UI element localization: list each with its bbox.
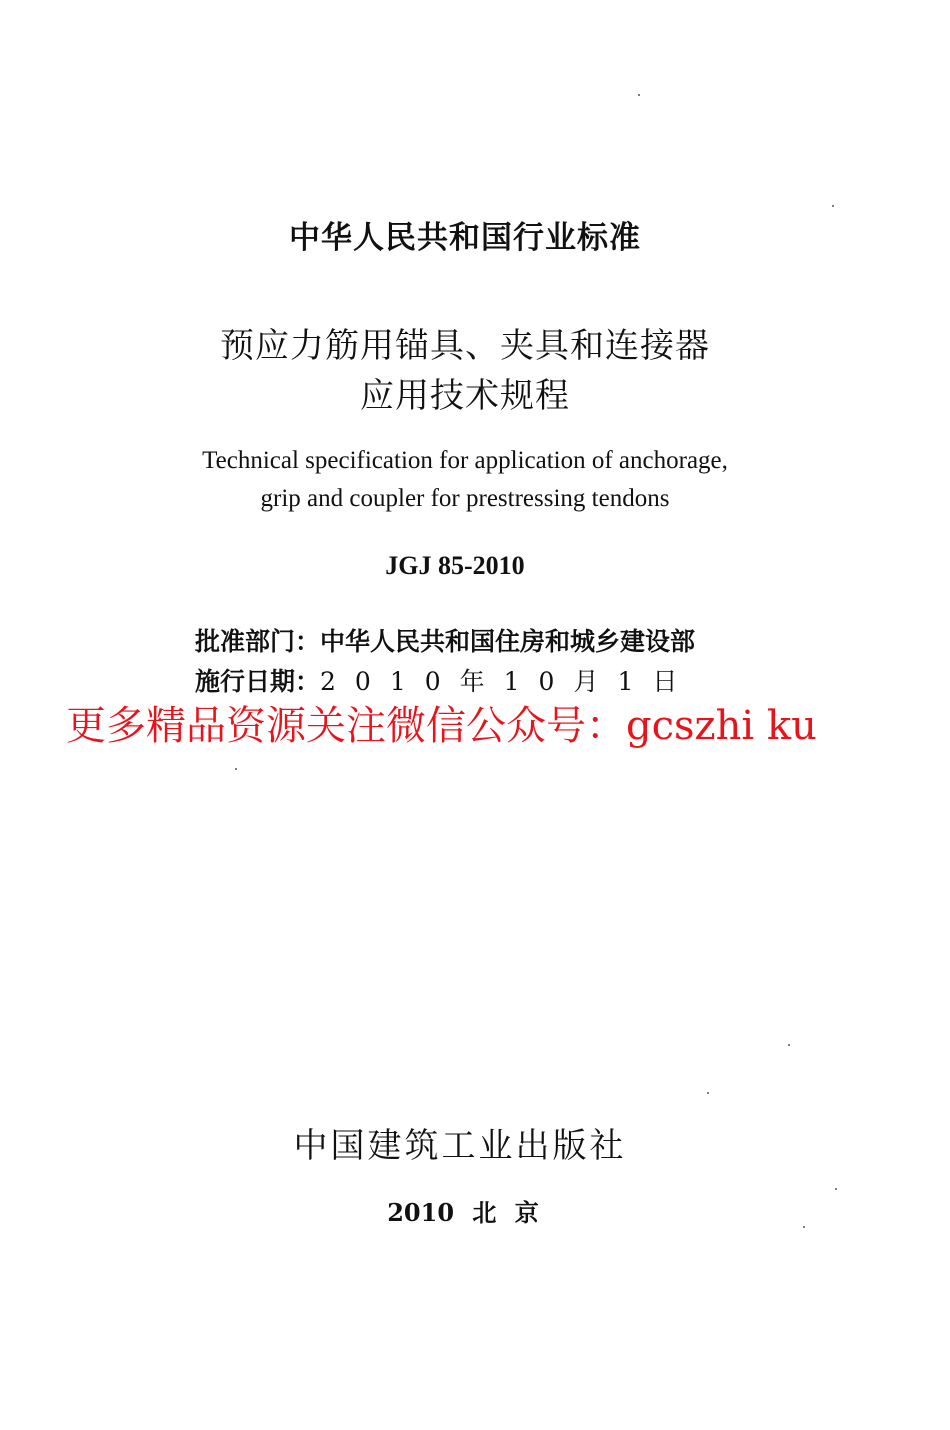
effective-label: 施行日期：	[195, 667, 321, 696]
approval-label: 批准部门：	[195, 627, 321, 656]
publication-place-year: 2010 北 京	[387, 1198, 539, 1227]
english-title-line2: grip and coupler for prestressing tendons	[260, 485, 670, 512]
scan-speck	[235, 768, 237, 770]
scan-speck	[638, 94, 640, 96]
document-title-line1: 预应力筋用锚具、夹具和连接器	[220, 326, 710, 366]
standard-series: 中华人民共和国行业标准	[289, 220, 641, 256]
scan-speck	[707, 1092, 709, 1094]
approval-department	[195, 622, 695, 658]
effective-value: 2010年10月1日	[320, 667, 697, 696]
document-title-line2: 应用技术规程	[360, 376, 570, 416]
publisher: 中国建筑工业出版社	[293, 1126, 627, 1166]
scan-speck	[832, 205, 834, 207]
scan-speck	[803, 1226, 805, 1228]
watermark-text: 更多精品资源关注微信公众号：gcszhi ku	[66, 703, 817, 749]
approval-value: 中华人民共和国住房和城乡建设部	[320, 627, 696, 656]
standard-code: JGJ 85-2010	[385, 551, 525, 580]
scan-speck	[788, 1044, 790, 1046]
scan-speck	[835, 1188, 837, 1190]
english-title-line1: Technical specification for application of anchorage,	[202, 447, 728, 474]
effective-date	[195, 662, 696, 698]
